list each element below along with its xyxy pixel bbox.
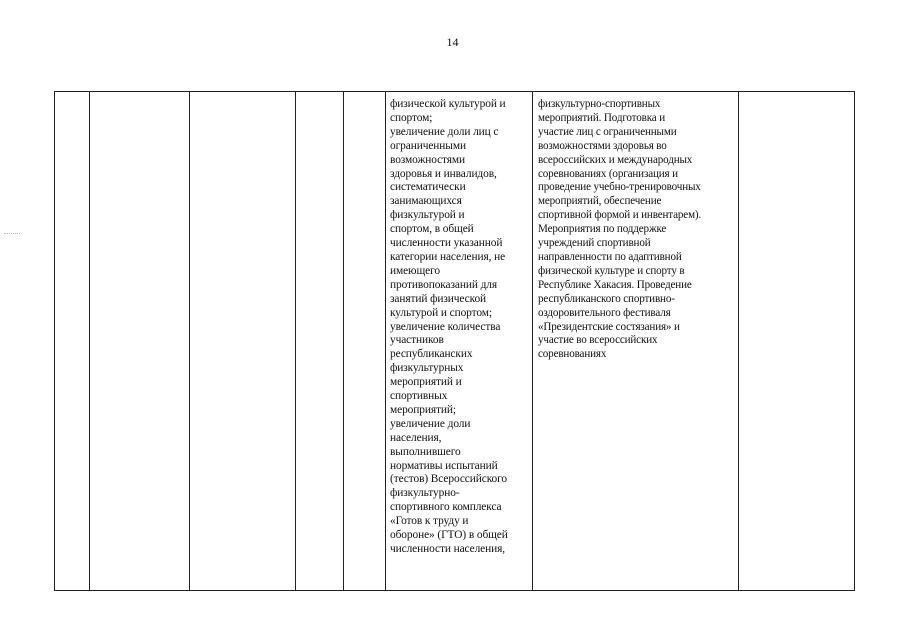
expected-results-text: физической культурой и спортом; увеличение доли лиц с ограниченными возможностями здоровья и инвалидов, систематически занимающихся физкультурой и спортом, в общей численности указанной категории населения, не имеющего противопоказаний для занятий физической культурой и спортом; увеличение количества участников республиканских физкультурных мероприятий и спортивных мероприятий; увеличение доли населения, выполнившего нормативы испытаний (тестов) Всероссийского физкультурно- спортивного комплекса «Готов к труду и обороне» (ГТО) в общей численности населения, [390, 98, 508, 555]
cell-indicators [739, 92, 855, 591]
cell-expected-results [386, 92, 533, 591]
cell-name [90, 92, 190, 591]
cell-start-year [296, 92, 344, 591]
cell-executor [190, 92, 296, 591]
program-table [54, 91, 855, 591]
table-row [55, 92, 855, 591]
main-measures-text: физкультурно-спортивных мероприятий. Подготовка и участие лиц с ограниченными возможностями здоровья во всероссийских и международных соревнованиях (организация и проведение учебно-тренировочных мероприятий, обеспечение спортивной формой и инвентарем). Мероприятия по поддержке учреждений спортивной направленности по адаптивной физической культуре и спорту в Республике Хакасия. Проведение республиканского спортивно- оздоровительного фестиваля «Президентские состязания» и участие во всероссийских соревнованиях [538, 98, 702, 361]
page-number: 14 [446, 35, 459, 49]
cell-number [55, 92, 90, 591]
margin-mark [4, 233, 20, 234]
cell-end-year [344, 92, 386, 591]
cell-main-measures [533, 92, 739, 591]
